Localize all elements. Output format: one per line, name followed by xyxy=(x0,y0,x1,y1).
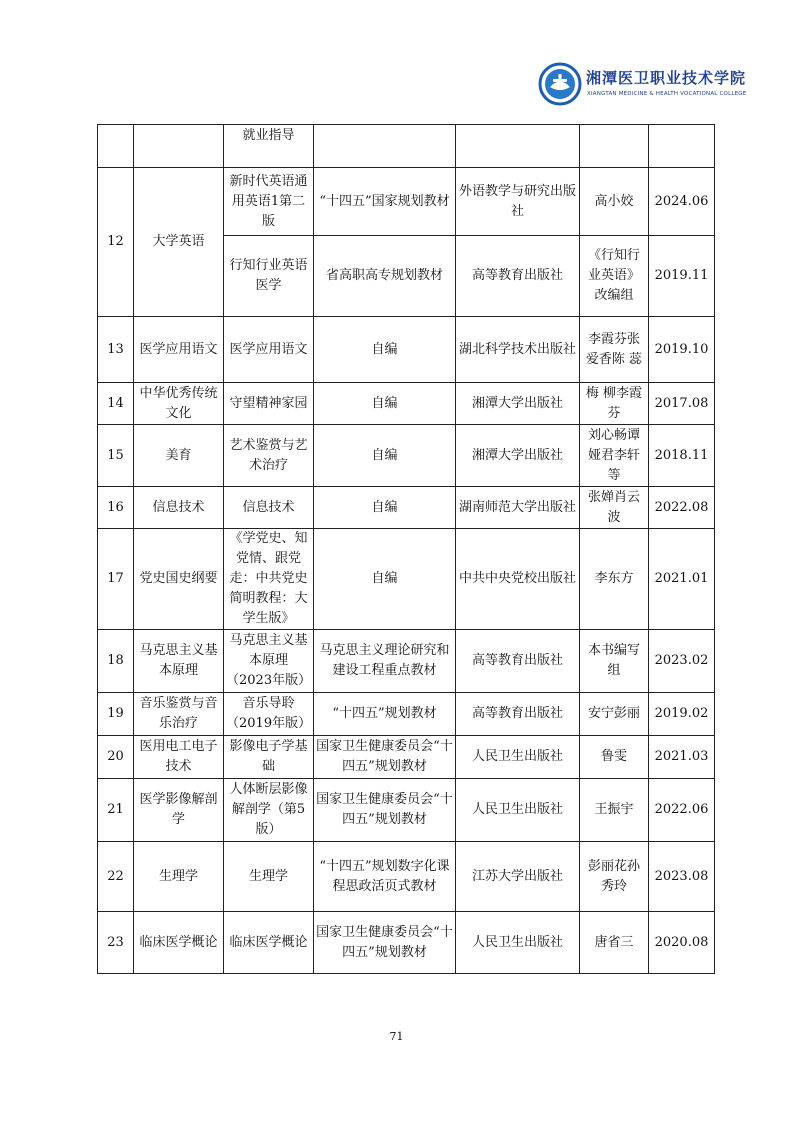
editor xyxy=(580,125,649,168)
course-name xyxy=(134,125,224,168)
table-row xyxy=(98,736,715,779)
school-name-en: XIANGTAN MEDICINE & HEALTH VOCATIONAL COLLEGE xyxy=(587,91,747,97)
table-row xyxy=(98,487,715,529)
row-number: 12 xyxy=(98,168,134,317)
publisher xyxy=(456,125,580,168)
editor: 彭丽花孙秀玲 xyxy=(580,842,649,912)
table-row xyxy=(98,630,715,693)
table-row xyxy=(98,383,715,425)
publisher: 高等教育出版社 xyxy=(456,693,580,736)
textbook-title: 影像电子学基础 xyxy=(224,736,314,779)
table-row xyxy=(98,168,715,236)
publish-date: 2019.11 xyxy=(649,236,715,317)
publisher: 人民卫生出版社 xyxy=(456,736,580,779)
row-number: 16 xyxy=(98,487,134,529)
table-row xyxy=(98,912,715,974)
textbook-type: 自编 xyxy=(314,425,456,487)
course-name: 马克思主义基本原理 xyxy=(134,630,224,693)
editor: 李东方 xyxy=(580,529,649,630)
editor: 李霞芬张爱香陈 蕊 xyxy=(580,317,649,383)
course-name: 医学应用语文 xyxy=(134,317,224,383)
textbook-type: 国家卫生健康委员会“十四五”规划教材 xyxy=(314,779,456,842)
course-name: 医学影像解剖学 xyxy=(134,779,224,842)
textbook-table xyxy=(97,124,715,974)
publish-date: 2022.06 xyxy=(649,779,715,842)
publisher: 湖南师范大学出版社 xyxy=(456,487,580,529)
editor: 鲁雯 xyxy=(580,736,649,779)
editor: 安宁彭丽 xyxy=(580,693,649,736)
table-row xyxy=(98,693,715,736)
editor: 本书编写组 xyxy=(580,630,649,693)
table-row xyxy=(98,317,715,383)
publish-date: 2020.08 xyxy=(649,912,715,974)
textbook-title: 《学党史、知党情、跟党走：中共党史简明教程：大学生版》 xyxy=(224,529,314,630)
editor: 张婵肖云波 xyxy=(580,487,649,529)
publisher: 人民卫生出版社 xyxy=(456,912,580,974)
textbook-type: 自编 xyxy=(314,529,456,630)
publisher: 人民卫生出版社 xyxy=(456,779,580,842)
row-number: 18 xyxy=(98,630,134,693)
publish-date: 2019.10 xyxy=(649,317,715,383)
publish-date: 2017.08 xyxy=(649,383,715,425)
publisher: 高等教育出版社 xyxy=(456,630,580,693)
textbook-title: 马克思主义基本原理（2023年版） xyxy=(224,630,314,693)
publish-date: 2021.01 xyxy=(649,529,715,630)
course-name: 临床医学概论 xyxy=(134,912,224,974)
editor: 《行知行业英语》改编组 xyxy=(580,236,649,317)
textbook-title: 新时代英语通用英语1第二版 xyxy=(224,168,314,236)
school-logo xyxy=(538,62,747,108)
textbook-title: 音乐导聆（2019年版） xyxy=(224,693,314,736)
row-number: 21 xyxy=(98,779,134,842)
publish-date: 2021.03 xyxy=(649,736,715,779)
publisher: 湘潭大学出版社 xyxy=(456,383,580,425)
publisher: 中共中央党校出版社 xyxy=(456,529,580,630)
textbook-title: 行知行业英语医学 xyxy=(224,236,314,317)
publish-date: 2022.08 xyxy=(649,487,715,529)
publish-date: 2019.02 xyxy=(649,693,715,736)
textbook-type: 马克思主义理论研究和建设工程重点教材 xyxy=(314,630,456,693)
row-number: 23 xyxy=(98,912,134,974)
textbook-type: 国家卫生健康委员会“十四五”规划教材 xyxy=(314,912,456,974)
publisher: 外语教学与研究出版社 xyxy=(456,168,580,236)
row-number: 17 xyxy=(98,529,134,630)
course-name: 信息技术 xyxy=(134,487,224,529)
table-row xyxy=(98,425,715,487)
row-number: 20 xyxy=(98,736,134,779)
table-row xyxy=(98,125,715,168)
publish-date xyxy=(649,125,715,168)
textbook-type: 自编 xyxy=(314,383,456,425)
publisher: 高等教育出版社 xyxy=(456,236,580,317)
textbook-type: “十四五”规划教材 xyxy=(314,693,456,736)
table-row xyxy=(98,779,715,842)
row-number: 14 xyxy=(98,383,134,425)
editor: 刘心畅谭娅君李轩等 xyxy=(580,425,649,487)
textbook-title: 人体断层影像解剖学（第5版） xyxy=(224,779,314,842)
row-number: 15 xyxy=(98,425,134,487)
textbook-title: 艺术鉴赏与艺术治疗 xyxy=(224,425,314,487)
row-number: 19 xyxy=(98,693,134,736)
row-number: 22 xyxy=(98,842,134,912)
course-name: 美育 xyxy=(134,425,224,487)
course-name: 党史国史纲要 xyxy=(134,529,224,630)
textbook-type: 自编 xyxy=(314,317,456,383)
textbook-title: 临床医学概论 xyxy=(224,912,314,974)
editor: 王振宇 xyxy=(580,779,649,842)
textbook-title: 生理学 xyxy=(224,842,314,912)
publisher: 湖北科学技术出版社 xyxy=(456,317,580,383)
textbook-type: 省高职高专规划教材 xyxy=(314,236,456,317)
textbook-type: “十四五”规划数字化课程思政活页式教材 xyxy=(314,842,456,912)
page-number: 71 xyxy=(389,1030,404,1043)
publish-date: 2018.11 xyxy=(649,425,715,487)
course-name: 音乐鉴赏与音乐治疗 xyxy=(134,693,224,736)
publisher: 江苏大学出版社 xyxy=(456,842,580,912)
textbook-title: 就业指导 xyxy=(224,125,314,168)
publish-date: 2023.08 xyxy=(649,842,715,912)
textbook-type: 国家卫生健康委员会“十四五”规划教材 xyxy=(314,736,456,779)
editor: 梅 柳李霞芬 xyxy=(580,383,649,425)
publisher: 湘潭大学出版社 xyxy=(456,425,580,487)
textbook-type: “十四五”国家规划教材 xyxy=(314,168,456,236)
course-name: 生理学 xyxy=(134,842,224,912)
table-row xyxy=(98,842,715,912)
textbook-type xyxy=(314,125,456,168)
textbook-title: 医学应用语文 xyxy=(224,317,314,383)
course-name: 中华优秀传统文化 xyxy=(134,383,224,425)
textbook-title: 守望精神家园 xyxy=(224,383,314,425)
row-number xyxy=(98,125,134,168)
editor: 高小姣 xyxy=(580,168,649,236)
textbook-type: 自编 xyxy=(314,487,456,529)
publish-date: 2024.06 xyxy=(649,168,715,236)
editor: 唐省三 xyxy=(580,912,649,974)
row-number: 13 xyxy=(98,317,134,383)
course-name: 大学英语 xyxy=(134,168,224,317)
table-row xyxy=(98,529,715,630)
course-name: 医用电工电子技术 xyxy=(134,736,224,779)
publish-date: 2023.02 xyxy=(649,630,715,693)
school-emblem-icon xyxy=(538,62,582,106)
textbook-title: 信息技术 xyxy=(224,487,314,529)
school-name: 湘潭医卫职业技术学院 xyxy=(586,69,747,87)
